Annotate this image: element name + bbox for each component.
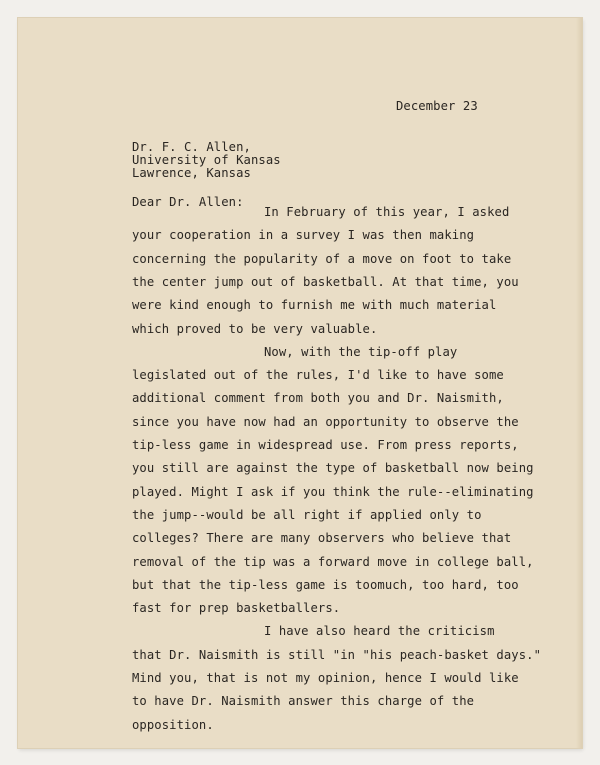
body-line: were kind enough to furnish me with much material bbox=[132, 298, 497, 313]
recipient-address-line-1: Dr. F. C. Allen, bbox=[132, 140, 251, 154]
body-line: you still are against the type of basketball now being bbox=[132, 461, 534, 476]
recipient-address-line-3: Lawrence, Kansas bbox=[132, 166, 251, 180]
page-edge-shadow bbox=[576, 18, 582, 748]
body-line: that Dr. Naismith is still "in "his peach-basket days." bbox=[132, 647, 542, 662]
body-line: fast for prep basketballers. bbox=[132, 601, 341, 616]
body-line: concerning the popularity of a move on foot to take bbox=[132, 251, 512, 266]
body-line: removal of the tip was a forward move in college ball, bbox=[132, 554, 534, 569]
body-line: to have Dr. Naismith answer this charge of the bbox=[132, 694, 475, 709]
letter-page bbox=[18, 18, 582, 748]
body-line: your cooperation in a survey I was then making bbox=[132, 228, 475, 243]
body-line: additional comment from both you and Dr. Naismith, bbox=[132, 391, 504, 406]
body-line: which proved to be very valuable. bbox=[132, 321, 378, 336]
salutation: Dear Dr. Allen: bbox=[132, 195, 244, 209]
letter-date: December 23 bbox=[396, 99, 478, 113]
recipient-address-line-2: University of Kansas bbox=[132, 153, 281, 167]
body-line: since you have now had an opportunity to observe the bbox=[132, 414, 519, 429]
body-line: the center jump out of basketball. At that time, you bbox=[132, 274, 519, 289]
body-line: legislated out of the rules, I'd like to have some bbox=[132, 368, 504, 383]
body-line: I have also heard the criticism bbox=[264, 624, 495, 639]
body-line: In February of this year, I asked bbox=[264, 205, 510, 219]
body-line: Now, with the tip-off play bbox=[264, 344, 458, 359]
body-line: Mind you, that is not my opinion, hence I would like bbox=[132, 671, 519, 685]
body-line: played. Might I ask if you think the rule--eliminating bbox=[132, 484, 534, 499]
body-line: the jump--would be all right if applied only to bbox=[132, 507, 482, 522]
body-line: but that the tip-less game is toomuch, too hard, too bbox=[132, 577, 519, 592]
body-line: colleges? There are many observers who believe that bbox=[132, 531, 512, 546]
body-line: tip-less game in widespread use. From press reports, bbox=[132, 438, 519, 452]
body-line: opposition. bbox=[132, 717, 214, 732]
